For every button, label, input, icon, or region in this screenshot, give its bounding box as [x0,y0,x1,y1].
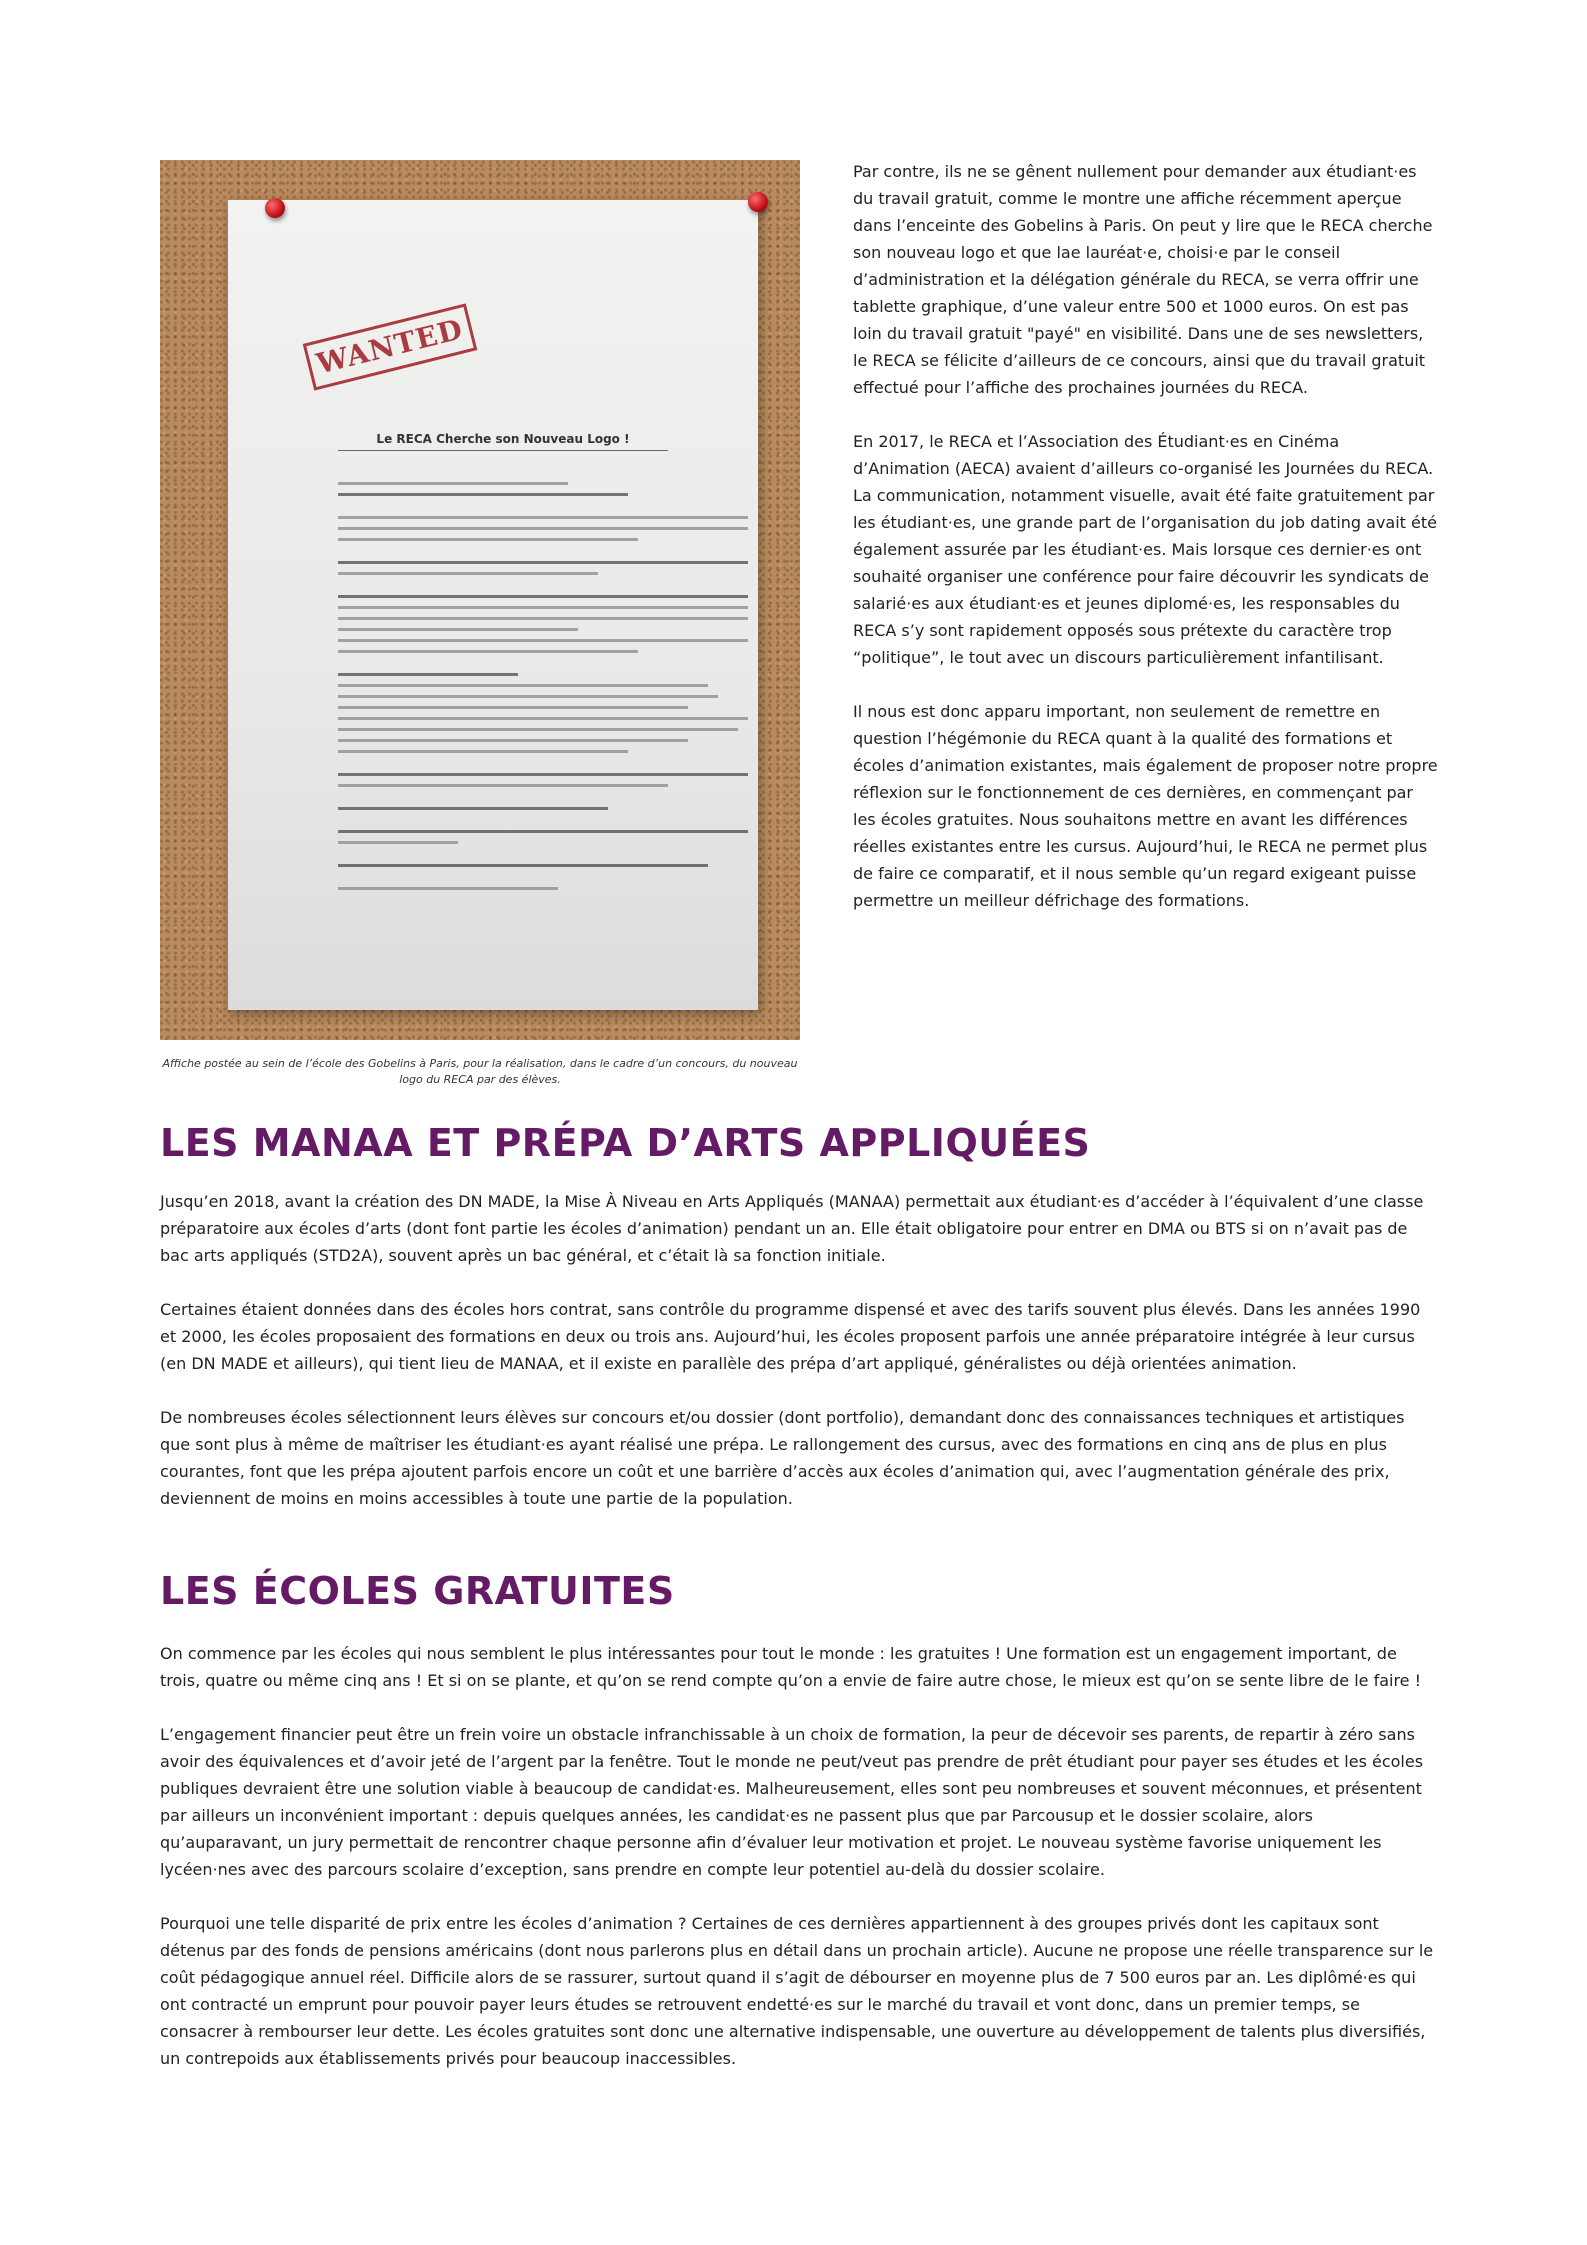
paragraph: On commence par les écoles qui nous semblent le plus intéressantes pour tout le monde : les gratuites ! Une formation est un engagement important, de trois, quatre ou même cinq ans ! Et si on se plante, et qu’on se rend compte qu’on a envie de faire autre chose, le mieux est qu’on se sente libre de le faire ! [160,1644,1422,1690]
red-pushpin-icon [748,192,768,212]
section-body [160,1640,1435,2099]
poster-title: Le RECA Cherche son Nouveau Logo ! [338,432,668,451]
figure-caption: Affiche postée au sein de l’école des Gobelins à Paris, pour la réalisation, dans le cadre d’un concours, du nouveau logo du RECA par des élèves. [162,1057,798,1086]
section-heading: LES ÉCOLES GRATUITES [160,1569,675,1613]
poster-photo [160,160,800,1040]
paragraph: L’engagement financier peut être un frein voire un obstacle infranchissable à un choix de formation, la peur de décevoir ses parents, de repartir à zéro sans avoir des équivalences et d’avoir jeté de l’argent par la fenêtre. Tout le monde ne peut/veut pas prendre de prêt étudiant pour payer ses études et les écoles publiques devraient être une solution viable à beaucoup de candidat·es. Malheureusement, elles sont peu nombreuses et souvent méconnues, et présentent par ailleurs un inconvénient important : depuis quelques années, les candidat·es ne passent plus que par Parcousup et le dossier scolaire, alors qu’auparavant, un jury permettait de rencontrer chaque personne afin d’évaluer leur motivation et projet. Le nouveau système favorise uniquement les lycéen·nes avec des parcours scolaire d’exception, sans prendre en compte leur potentiel au-delà du dossier scolaire. [160,1725,1424,1879]
paragraph: Par contre, ils ne se gênent nullement pour demander aux étudiant·es du travail gratuit, comme le montre une affiche récemment aperçue dans l’enceinte des Gobelins à Paris. On peut y lire que le RECA cherche son nouveau logo et que lae lauréat·e, choisi·e par le conseil d’administration et la délégation générale du RECA, se verra offrir une tablette graphique, d’une valeur entre 500 et 1000 euros. On est pas loin du travail gratuit "payé" en visibilité. Dans une de ses newsletters, le RECA se félicite d’ailleurs de ce concours, ainsi que du travail gratuit effectué pour l’affiche des prochaines journées du RECA. [853,162,1433,397]
right-column-text [853,158,1438,941]
wanted-stamp: WANTED [303,303,478,390]
section-body [160,1188,1435,1539]
paragraph: De nombreuses écoles sélectionnent leurs élèves sur concours et/ou dossier (dont portfolio), demandant donc des connaissances techniques et artistiques que sont plus à même de maîtriser les étudiant·es ayant réalisé une prépa. Le rallongement des cursus, avec des formations en cinq ans de plus en plus courantes, font que les prépa ajoutent parfois encore un coût et une barrière d’accès aux écoles d’animation qui, avec l’augmentation générale des prix, deviennent de moins en moins accessibles à toute une partie de la population. [160,1408,1405,1508]
section-heading: LES MANAA ET PRÉPA D’ARTS APPLIQUÉES [160,1121,1091,1165]
paragraph: Il nous est donc apparu important, non seulement de remettre en question l’hégémonie du RECA quant à la qualité des formations et écoles d’animation existantes, mais également de proposer notre propre réflexion sur le fonctionnement de ces dernières, en commençant par les écoles gratuites. Nous souhaitons mettre en avant les différences réelles existantes entre les cursus. Aujourd’hui, le RECA ne permet plus de faire ce comparatif, et il nous semble qu’un regard exigeant puisse permettre un meilleur défrichage des formations. [853,702,1438,910]
poster-sheet [228,200,758,1010]
paragraph: En 2017, le RECA et l’Association des Étudiant·es en Cinéma d’Animation (AECA) avaient d’ailleurs co-organisé les Journées du RECA. La communication, notamment visuelle, avait été faite gratuitement par les étudiant·es, une grande part de l’organisation du job dating avait été également assurée par les étudiant·es. Mais lorsque ces dernier·es ont souhaité organiser une conférence pour faire découvrir les syndicats de salarié·es aux étudiant·es et jeunes diplomé·es, les responsables du RECA s’y sont rapidement opposés sous prétexte du caractère trop “politique”, le tout avec un discours particulièrement infantilisant. [853,432,1437,667]
red-pushpin-icon [265,198,285,218]
paragraph: Pourquoi une telle disparité de prix entre les écoles d’animation ? Certaines de ces dernières appartiennent à des groupes privés dont les capitaux sont détenus par des fonds de pensions américains (dont nous parlerons plus en détail dans un prochain article). Aucune ne propose une réelle transparence sur le coût pédagogique annuel réel. Difficile alors de se rassurer, surtout quand il s’agit de débourser en moyenne plus de 7 500 euros par an. Les diplômé·es qui ont contracté un emprunt pour pouvoir payer leurs études se retrouvent endetté·es sur le marché du travail et vont donc, dans un premier temps, se consacrer à rembourser leur dette. Les écoles gratuites sont donc une alternative indispensable, une ouverture au développement de talents plus diversifiés, un contrepoids aux établissements privés pour beaucoup inaccessibles. [160,1914,1434,2068]
paragraph: Certaines étaient données dans des écoles hors contrat, sans contrôle du programme dispensé et avec des tarifs souvent plus élevés. Dans les années 1990 et 2000, les écoles proposaient des formations en deux ou trois ans. Aujourd’hui, les écoles proposent parfois une année préparatoire intégrée à leur cursus (en DN MADE et ailleurs), qui tient lieu de MANAA, et il existe en parallèle des prépa d’art appliqué, généralistes ou déjà orientées animation. [160,1300,1421,1373]
paragraph: Jusqu’en 2018, avant la création des DN MADE, la Mise À Niveau en Arts Appliqués (MANAA) permettait aux étudiant·es d’accéder à l’équivalent d’une classe préparatoire aux écoles d’arts (dont font partie les écoles d’animation) pendant un an. Elle était obligatoire pour entrer en DMA ou BTS si on n’avait pas de bac arts appliqués (STD2A), souvent après un bac général, et c’était là sa fonction initiale. [160,1192,1424,1265]
